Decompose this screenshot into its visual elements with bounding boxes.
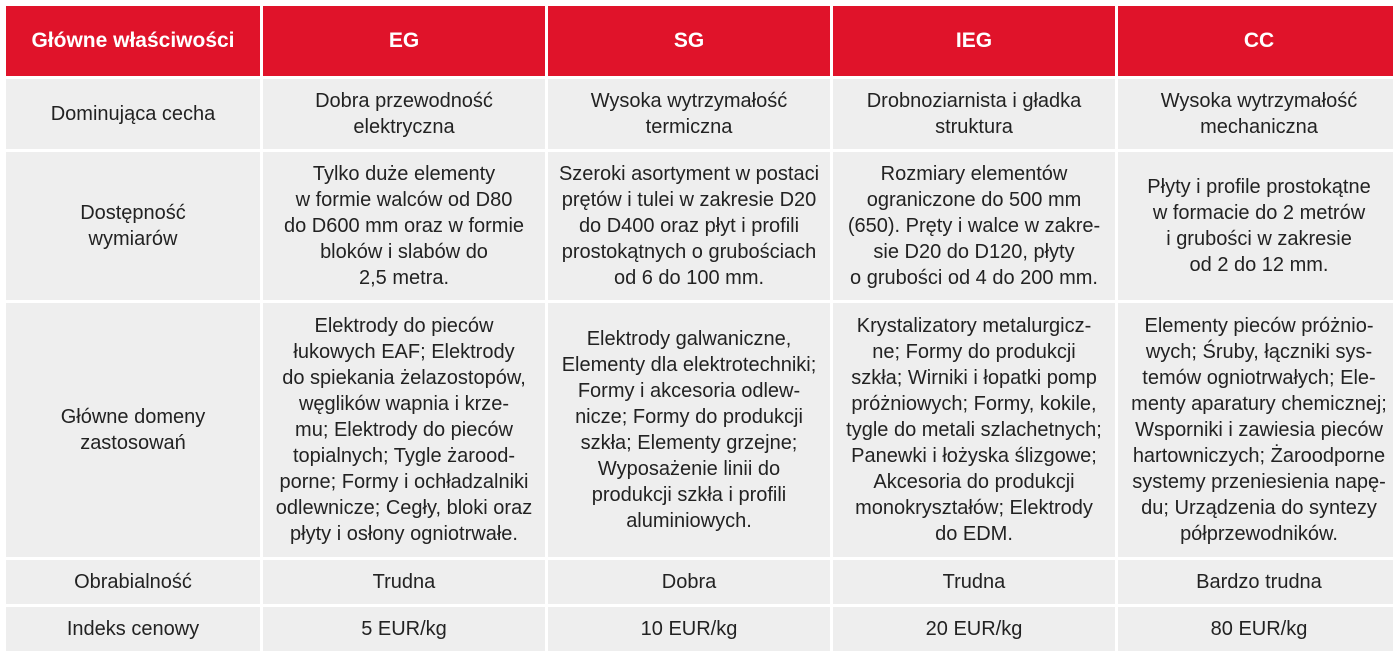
- table-cell: Dobra: [548, 560, 830, 604]
- header-properties: Główne właściwości: [6, 6, 260, 76]
- table-cell: Szeroki asortyment w postaci prętów i tulei w zakresie D20 do D400 oraz płyt i profili prostokątnych o grubościach od 6 do 100 mm.: [548, 152, 830, 300]
- row-label-dominant-feature: Dominująca cecha: [6, 79, 260, 149]
- table-cell: Wysoka wytrzymałość termiczna: [548, 79, 830, 149]
- table-cell: 20 EUR/kg: [833, 607, 1115, 651]
- table-cell: Trudna: [833, 560, 1115, 604]
- table-cell: Tylko duże elementy w formie walców od D80 do D600 mm oraz w formie bloków i slabów do 2,5 metra.: [263, 152, 545, 300]
- table-row: [6, 607, 1393, 651]
- table-cell: Płyty i profile prostokątne w formacie do 2 metrów i grubości w zakresie od 2 do 12 mm.: [1118, 152, 1393, 300]
- table-cell: 10 EUR/kg: [548, 607, 830, 651]
- table-row: [6, 560, 1393, 604]
- table-cell: Elektrody galwaniczne, Elementy dla elektrotechniki; Formy i akcesoria odlew- nicze; Formy do produkcji szkła; Elementy grzejne; Wyposażenie linii do produkcji szkła i profili aluminiowych.: [548, 303, 830, 557]
- table-row: [6, 303, 1393, 557]
- row-label-price-index: Indeks cenowy: [6, 607, 260, 651]
- table-cell: Rozmiary elementów ograniczone do 500 mm (650). Pręty i walce w zakre- sie D20 do D120, płyty o grubości od 4 do 200 mm.: [833, 152, 1115, 300]
- header-sg: SG: [548, 6, 830, 76]
- table-cell: Dobra przewodność elektryczna: [263, 79, 545, 149]
- table-cell: Wysoka wytrzymałość mechaniczna: [1118, 79, 1393, 149]
- table-cell: Drobnoziarnista i gładka struktura: [833, 79, 1115, 149]
- row-label-application-domains: Główne domeny zastosowań: [6, 303, 260, 557]
- table-cell: 80 EUR/kg: [1118, 607, 1393, 651]
- table-row: [6, 79, 1393, 149]
- table-cell: Elementy pieców próżnio- wych; Śruby, łączniki sys- temów ogniotrwałych; Ele- menty aparatury chemicznej; Wsporniki i zawiesia pieców hartowniczych; Żaroodporne systemy przeniesienia napę- du; Urządzenia do syntezy półprzewodników.: [1118, 303, 1393, 557]
- table-cell: Bardzo trudna: [1118, 560, 1393, 604]
- table-cell: Trudna: [263, 560, 545, 604]
- table-cell: Elektrody do pieców łukowych EAF; Elektrody do spiekania żelazostopów, węglików wapnia i krze- mu; Elektrody do pieców topialnych; Tygle żarood- porne; Formy i ochładzalniki odlewnicze; Cegły, bloki oraz płyty i osłony ogniotrwałe.: [263, 303, 545, 557]
- header-ieg: IEG: [833, 6, 1115, 76]
- table-cell: 5 EUR/kg: [263, 607, 545, 651]
- table-cell: Krystalizatory metalurgicz- ne; Formy do produkcji szkła; Wirniki i łopatki pomp próżniowych; Formy, kokile, tygle do metali szlachetnych; Panewki i łożyska ślizgowe; Akcesoria do produkcji monokryształów; Elektrody do EDM.: [833, 303, 1115, 557]
- header-eg: EG: [263, 6, 545, 76]
- row-label-machinability: Obrabialność: [6, 560, 260, 604]
- properties-table: [3, 3, 1393, 654]
- row-label-dimension-availability: Dostępność wymiarów: [6, 152, 260, 300]
- header-cc: CC: [1118, 6, 1393, 76]
- header-row: [6, 6, 1393, 76]
- table-row: [6, 152, 1393, 300]
